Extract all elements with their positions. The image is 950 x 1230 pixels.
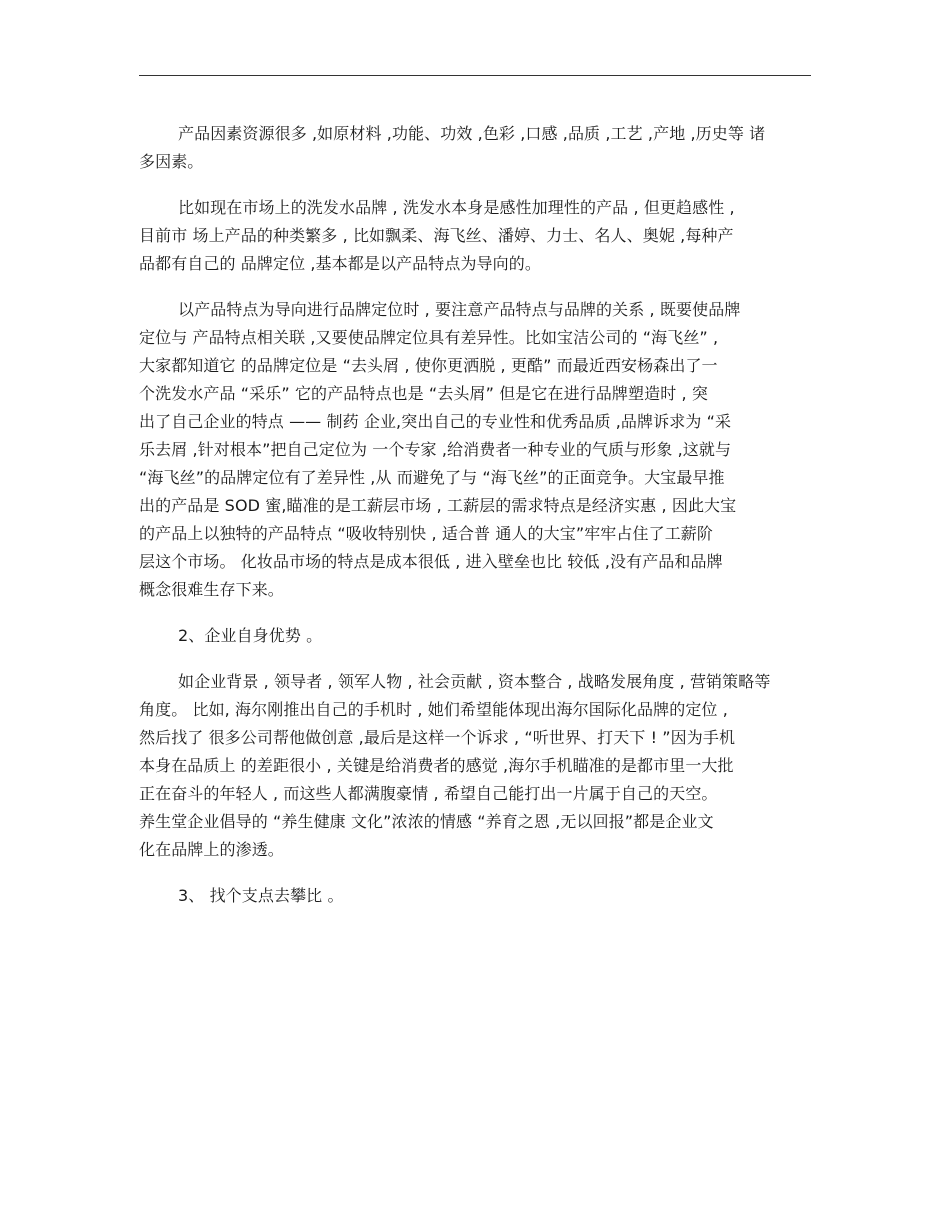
text-line: 目前市 场上产品的种类繁多 , 比如飘柔、海飞丝、潘婷、力士、名人、奥妮 ,每种产 (139, 226, 734, 245)
paragraph-product-factors (139, 120, 811, 176)
text-line: 层这个市场。 化妆品市场的特点是成本很低 , 进入壁垒也比 较低 ,没有产品和品牌 (139, 552, 723, 571)
paragraph-feature-positioning (139, 296, 811, 604)
text-line: 概念很难生存下来。 (139, 580, 284, 599)
text-line: 产品因素资源很多 ,如原材料 ,功能、功效 ,色彩 ,口感 ,品质 ,工艺 ,产地 ,历史等 诸 (178, 124, 766, 143)
section-heading-2 (139, 622, 811, 650)
text-line: “海飞丝”的品牌定位有了差异性 ,从 而避免了与 “海飞丝”的正面竞争。大宝最早推 (139, 468, 725, 487)
text-line: 比如现在市场上的洗发水品牌 , 洗发水本身是感性加理性的产品 , 但更趋感性 , (178, 198, 735, 217)
header-rule (139, 75, 811, 76)
text-line: 定位与 产品特点相关联 ,又要使品牌定位具有差异性。比如宝洁公司的 “海飞丝” , (139, 328, 719, 347)
text-line: 本身在品质上 的差距很小 , 关键是给消费者的感觉 ,海尔手机瞄准的是都市里一大批 (139, 756, 734, 775)
text-line: 化在品牌上的渗透。 (139, 840, 284, 859)
text-line: 多因素。 (139, 152, 204, 171)
paragraph-enterprise-advantage (139, 668, 811, 864)
text-line: 的产品上以独特的产品特点 “吸收特别快 , 适合普 通人的大宝”牢牢占住了工薪阶 (139, 524, 714, 543)
text-line: 角度。 比如, 海尔刚推出自己的手机时 , 她们希望能体现出海尔国际化品牌的定位 , (139, 700, 728, 719)
text-line: 出的产品是 SOD 蜜,瞄准的是工薪层市场 , 工薪层的需求特点是经济实惠 , 因此大宝 (139, 496, 737, 515)
text-line: 个洗发水产品 “采乐” 它的产品特点也是 “去头屑” 但是它在进行品牌塑造时 , 突 (139, 384, 708, 403)
document-body (139, 120, 811, 910)
text-line: 大家都知道它 的品牌定位是 “去头屑 , 使你更洒脱 , 更酷” 而最近西安杨森出了一 (139, 356, 718, 375)
section-heading-3 (139, 882, 811, 910)
text-line: 然后找了 很多公司帮他做创意 ,最后是这样一个诉求 , “听世界、打天下 ! ”因为手机 (139, 728, 736, 747)
text-line: 正在奋斗的年轻人 , 而这些人都满腹豪情 , 希望自己能打出一片属于自己的天空。 (139, 784, 718, 803)
paragraph-shampoo-brands (139, 194, 811, 278)
section-heading-text: 2、企业自身优势 。 (178, 626, 323, 645)
text-line: 出了自己企业的特点 —— 制药 企业,突出自己的专业性和优秀品质 ,品牌诉求为 “采 (139, 412, 732, 431)
section-heading-text: 3、 找个支点去攀比 。 (178, 886, 344, 905)
text-line: 以产品特点为导向进行品牌定位时 , 要注意产品特点与品牌的关系 , 既要使品牌 (178, 300, 741, 319)
text-line: 如企业背景 , 领导者 , 领军人物 , 社会贡献 , 资本整合 , 战略发展角度 , 营销策略等 (178, 672, 771, 691)
text-line: 乐去屑 ,针对根本”把自己定位为 一个专家 ,给消费者一种专业的气质与形象 ,这就与 (139, 440, 732, 459)
text-line: 品都有自己的 品牌定位 ,基本都是以产品特点为导向的。 (139, 254, 541, 273)
text-line: 养生堂企业倡导的 “养生健康 文化”浓浓的情感 “养育之恩 ,无以回报”都是企业文 (139, 812, 714, 831)
